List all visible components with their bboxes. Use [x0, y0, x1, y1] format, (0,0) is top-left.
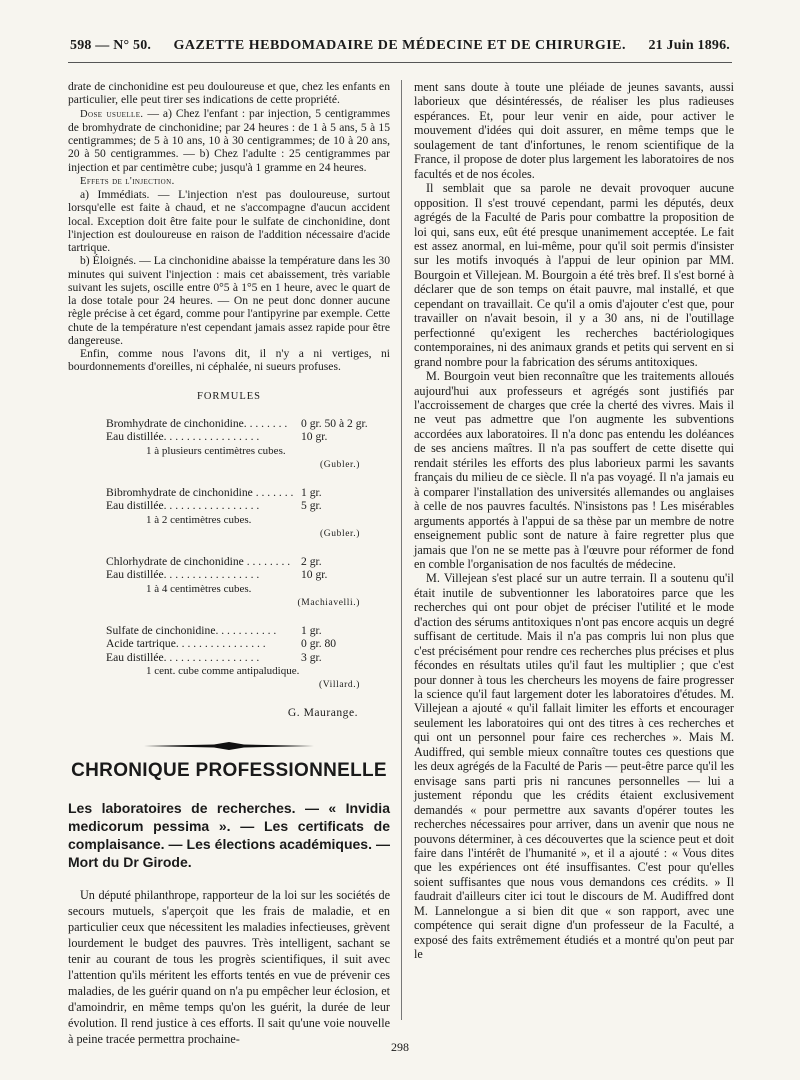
paragraph: ment sans doute à toute une pléiade de jeunes savants, aussi laborieux que désintéressés, de réaliser les plus radieuses espérances. Et, pour leur venir en aide, pour activer le mouvement d'idées qui doit assurer, en même temps que le soulagement de tant d'infortunes, le renom scientifique de la France, il propose de doter plus largement les laboratoires de nos facultés et de nos écoles.: [414, 80, 734, 181]
formula-author: (Gubler.): [320, 528, 360, 539]
formulas-title: FORMULES: [196, 390, 261, 402]
page-number: 298: [391, 1040, 409, 1054]
formula-row: Eau distillée. . . . . . . . . . . . . . . . . 5 gr.: [106, 499, 322, 513]
formula-note: 1 à 2 centimètres cubes.: [146, 513, 252, 526]
formula-row: Acide tartrique. . . . . . . . . . . . . . . . 0 gr. 80: [106, 637, 337, 651]
dose-text: — a) Chez l'enfant : par injection, 5 centigrammes de bromhydrate de cinchonidine; par 24 heures : de 1 à 5 ans, 5 à 15 centigrammes; de 5 à 10 ans, 10 à 30 centigrammes; de 10 à 20 ans, 20 à 50 centigrammes. — b) Chez l'adulte : 25 centigrammes par injection et par centimètre cube; jusqu'à 1 gramme en 24 heures.: [68, 106, 390, 174]
formula-note: 1 à 4 centimètres cubes.: [146, 582, 252, 595]
formula-author: (Machiavelli.): [297, 597, 360, 608]
paragraph: a) Immédiats. — L'injection n'est pas douloureuse, surtout lorsqu'elle est faite à chaud, et ne s'accompagne d'aucun accident local. Exception doit être faite pour le sulfate de cinchonidine, dont l'injection est douloureuse en raison de l'addition nécessaire d'acide tartrique.: [68, 188, 390, 254]
section-title: CHRONIQUE PROFESSIONNELLE: [71, 759, 387, 781]
paragraph: M. Bourgoin veut bien reconnaître que les traitements alloués aujourd'hui aux professeurs et agrégés sont justifiés par l'accroissement de charges que crée la cherté des vivres. Mais il ne veut pas admettre que l'on augmente les subventions accordées aux laboratoires. Il n'a donc pas entendu les doléances de ses anciens maîtres. Il n'a pas souffert de cette disette qui rendait stériles les efforts des plus laborieux parmi les savants français du milieu de ce siècle. Il n'a pas voyagé. Il n'a jamais eu à comparer l'installation des universités allemandes ou anglaises à celle de nos pauvres facultés. N'insistons pas ! Les misérables arguments apportés à l'appui de sa thèse par un membre de notre enseignement public sont de nature à faire regretter plus que jamais que l'on ne se mette pas à l'œuvre pour réformer de fond en comble l'organisation de nos facultés de médecine.: [414, 369, 734, 571]
formula-row: Eau distillée. . . . . . . . . . . . . . . . . 3 gr.: [106, 650, 322, 664]
right-column: [414, 80, 734, 962]
left-column: [68, 80, 390, 1047]
formula-row: Bibromhydrate de cinchonidine . . . . . . . 1 gr.: [106, 485, 322, 499]
paragraph: drate de cinchonidine est peu douloureuse et que, chez les enfants en particulier, elle peut tirer ses indications de cette propriété.: [68, 80, 390, 107]
running-header: [70, 38, 730, 54]
formula-row: Eau distillée. . . . . . . . . . . . . . . . . 10 gr.: [106, 430, 328, 444]
formula-block: [68, 555, 390, 610]
formula-row: Eau distillée. . . . . . . . . . . . . . . . . 10 gr.: [106, 568, 328, 582]
paragraph: Un député philanthrope, rapporteur de la loi sur les sociétés de secours mutuels, s'aperçoit que les frais de maladie, et en particulier ceux que nécessitent les maladies infectieuses, grèvent lourdement le budget des pauvres. Très intelligent, sachant se tenir au courant de tous les progrès scientifiques, il suit avec l'attention qu'ils méritent les efforts tentés en vue de prévenir ces maladies, de les guérir quand on n'a pu empêcher leur éclosion, et d'amoindrir, en même temps qu'on les guérit, la durée de leur évolution. Il rend justice à ces efforts. Il sait qu'une voie nouvelle à peine tracée permettra prochaine-: [68, 887, 390, 1046]
author-signature: G. Maurange.: [287, 706, 358, 720]
paragraph: Il semblait que sa parole ne devait provoquer aucune opposition. Il s'est trouvé cependant, parmi les députés, deux agrégés de la Faculté de Paris pour combattre la proposition de loi qui, sans eux, eût été presque unanimement acceptée. Le fait est assez anormal, en lui-même, pour qu'il soit permis d'insister sur les motifs invoqués à l'appui de leur opinion par MM. Bourgoin et Villejean. M. Bourgoin a été très bref. Il s'est borné à déclarer que de son temps on était pauvre, mal installé, et que cependant on travaillait. Ce qu'il a omis d'ajouter c'est que, pour travailler on n'avait besoin, il y a 30 ans, ni de l'outillage perfectionné qu'exigent les recherches bactériologiques contemporaines, ni des animaux grands et petits qui servent en si grand nombre pour la fabrication des sérums antitoxiques.: [414, 181, 734, 369]
formula-author: (Villard.): [318, 680, 360, 691]
dose-paragraph: [68, 107, 390, 174]
formula-note: 1 cent. cube comme antipaludique.: [146, 665, 300, 678]
formula-row: Chlorhydrate de cinchonidine . . . . . . . . 2 gr.: [106, 554, 322, 568]
formula-row: Bromhydrate de cinchonidine. . . . . . . . 0 gr. 50 à 2 gr.: [106, 416, 368, 430]
formula-note: 1 à plusieurs centimètres cubes.: [146, 444, 286, 457]
formula-row: Sulfate de cinchonidine. . . . . . . . . . . 1 gr.: [106, 623, 322, 637]
section-subtitle: Les laboratoires de recherches. — « Invidia medicorum pessima ». — Les certificats de complaisance. — Les élections académiques. — Mort du Dr Girode.: [68, 799, 390, 870]
page-label: 598 — N° 50.: [70, 38, 152, 53]
header-rule: [68, 62, 732, 63]
issue-date: 21 Juin 1896.: [648, 38, 730, 53]
formula-block: [68, 624, 390, 693]
dose-label: Dose usuelle.: [80, 108, 144, 120]
formula-author: (Gubler.): [320, 459, 360, 470]
journal-title: GAZETTE HEBDOMADAIRE DE MÉDECINE ET DE CHIRURGIE.: [173, 38, 627, 53]
column-divider: [401, 80, 402, 1020]
paragraph: M. Villejean s'est placé sur un autre terrain. Il a soutenu qu'il était inutile de subventionner les laboratoires parce que les recherches qui ont pour objet de préciser l'utilité et le mode d'action des sérums antitoxiques n'ont pas encore acquis un degré suffisant de certitude. Mais il n'a pas compris lui non plus que c'est précisément pour rendre ces recherches plus précises et plus fécondes en résultats utiles qu'il faut les multiplier ; que c'est pour donner à tous les chercheurs les moyens de faire progresser la science qu'il faut largement doter les laboratoires d'études. M. Villejean a ajouté « qu'il fallait limiter les efforts et encourager seulement les laboratoires qui ont des titres à ces recherches et qui ont un personnel pour faire ces recherches ». Mais M. Audiffred, qui semble mieux connaître toutes ces questions que les deux agrégés de la Faculté de Paris — peut-être parce qu'il les envisage sans parti pris ni rancunes personnelles — lui a justement répondu que les crédits étaient exclusivement demandés « pour permettre aux savants d'opérer toutes les recherches nécessaires pour arriver, dans un avenir que nous ne pouvons déterminer, à ces découvertes que la science peut et doit faire dans l'intérêt de l'humanité », et il a ajouté : « Vous dites que les expériences ont été insuffisantes. C'est pour qu'elles soient suffisantes que nous vous demandons ces crédits. » Il faudrait d'ailleurs citer ici tout le discours de M. Audiffred dont M. Lannelongue a si bien dit que « son rapport, avec une compétence qui serait digne d'un professeur de la Faculté, a exposé des faits extrêmement étudiés et a montré qu'on peut par le: [414, 571, 734, 962]
paragraph: Enfin, comme nous l'avons dit, il n'y a ni vertiges, ni bourdonnements d'oreilles, ni céphalée, ni sueurs profuses.: [68, 347, 390, 374]
ornament-divider-icon: [68, 742, 390, 750]
paragraph: b) Éloignés. — La cinchonidine abaisse la température dans les 30 minutes qui suivent l'injection : mais cet abaissement, très variable suivant les sujets, oscille entre 0°5 à 1°5 en 1 heure, avec le quart de la dose totale pour 24 heures. — On ne peut donc donner aucune règle précise à cet égard, comme pour l'antipyrine par exemple. Cette chute de la température n'est cependant jamais assez rapide pour être dangereuse.: [68, 254, 390, 347]
formula-block: [68, 417, 390, 472]
effets-heading: Effets de l'injection.: [80, 175, 175, 187]
formula-block: [68, 486, 390, 541]
